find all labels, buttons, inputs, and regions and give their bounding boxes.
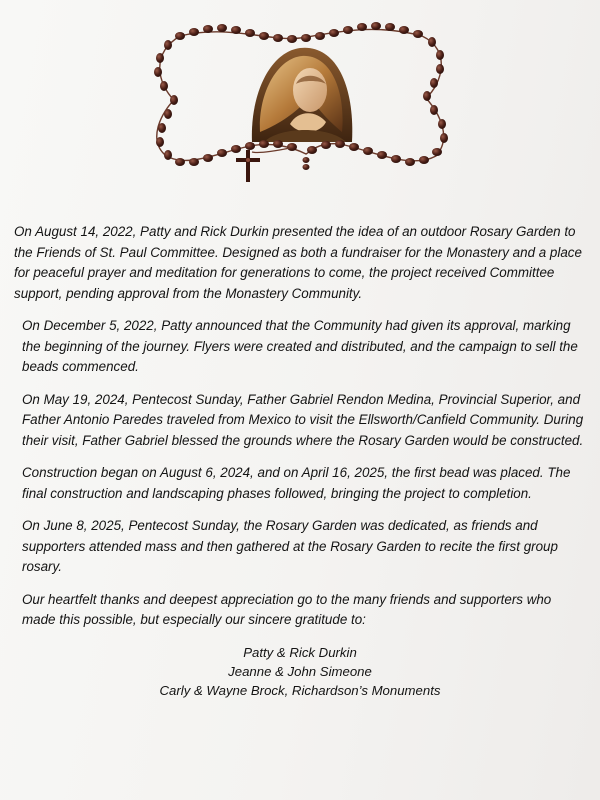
- paragraph-dedication: On June 8, 2025, Pentecost Sunday, the Rosary Garden was dedicated, as friends and supporters attended mass and then gathered at the Rosary Garden to recite the first group rosary.: [22, 518, 558, 574]
- madonna-image: [252, 48, 352, 142]
- paragraph-thanks: Our heartfelt thanks and deepest appreciation go to the many friends and supporters who made this possible, but especially our sincere gratitude to:: [22, 591, 552, 627]
- paragraph-approval: On December 5, 2022, Patty announced that the Community had given its approval, marking the beginning of the journey. Flyers were created and distributed, and the campaign to sell the beads commenced.: [22, 318, 578, 374]
- credit-line: Carly & Wayne Brock, Richardson’s Monuments: [159, 682, 441, 698]
- credits-list: [14, 643, 586, 700]
- rosary-madonna-illustration: [140, 14, 460, 186]
- article-body: [14, 222, 586, 700]
- crucifix-icon: [236, 148, 290, 182]
- credit-line: Patty & Rick Durkin: [243, 644, 357, 660]
- paragraph-construction: Construction began on August 6, 2024, and on April 16, 2025, the first bead was placed. The final construction and landscaping phases followed, bringing the project to completion.: [22, 465, 571, 501]
- paragraph-proposal: On August 14, 2022, Patty and Rick Durkin presented the idea of an outdoor Rosary Garden to the Friends of St. Paul Committee. Designed as both a fundraiser for the Monastery and a place for peaceful prayer and meditation for generations to come, the project received Committee support, pending approval from the Monastery Community.: [14, 224, 582, 301]
- paragraph-visit: On May 19, 2024, Pentecost Sunday, Father Gabriel Rendon Medina, Provincial Superior, and Father Antonio Paredes traveled from Mexico to visit the Ellsworth/Canfield Community. During their visit, Father Gabriel blessed the grounds where the Rosary Garden would be constructed.: [22, 391, 584, 448]
- credit-line: Jeanne & John Simeone: [228, 663, 372, 679]
